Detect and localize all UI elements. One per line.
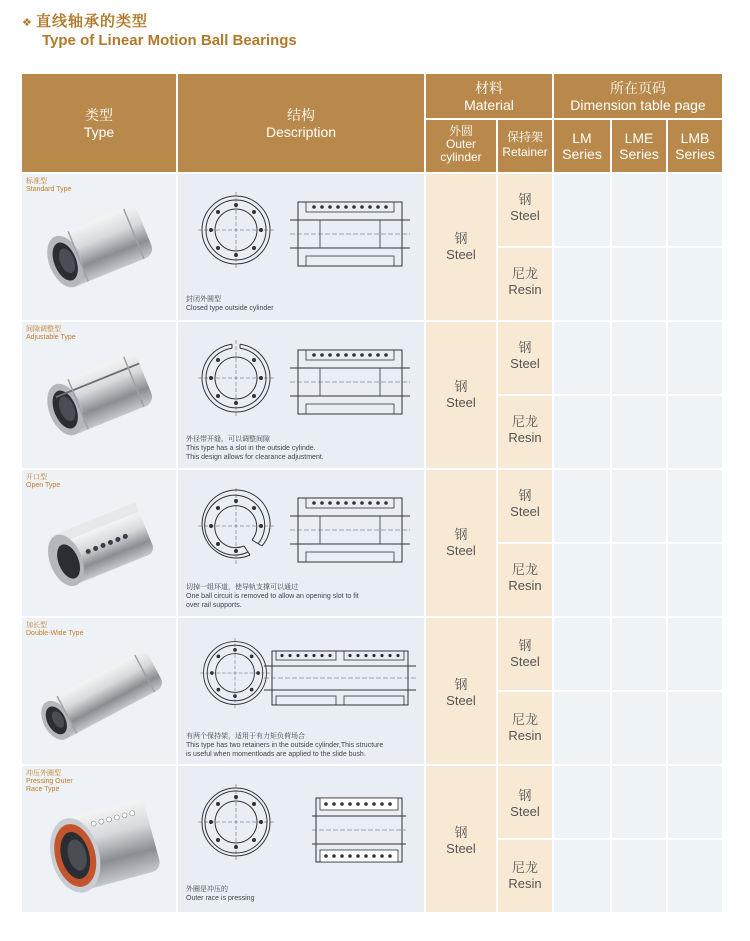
type-label-en: Pressing Outer: [26, 778, 73, 785]
series-lm-suffix: Series: [562, 146, 602, 162]
header-outer-zh: 外圆: [448, 124, 473, 138]
retainer-resin: [498, 266, 552, 298]
page-cell: [554, 692, 610, 764]
header-material: [426, 74, 552, 118]
retainer-resin-zh: 尼龙: [511, 266, 538, 281]
retainer-resin: [498, 414, 552, 446]
description-zh: 封闭外圆型: [186, 296, 221, 303]
description-en-1: One ball circuit is removed to allow an opening slot to fit: [186, 593, 359, 600]
page-cell: [668, 692, 722, 764]
end-view-drawing: [196, 486, 276, 566]
retainer-resin-en: Resin: [508, 876, 542, 891]
page-cell: [554, 322, 610, 394]
description-zh: 外圈是冲压的: [186, 886, 228, 893]
series-lmb-name: LMB: [680, 130, 710, 146]
retainer-steel-zh: 钢: [518, 638, 532, 653]
page-cell: [554, 840, 610, 912]
outer-material-en: Steel: [446, 543, 476, 558]
header-outer-en1: Outer: [445, 137, 476, 151]
section-view-drawing: [290, 344, 410, 420]
series-lmb-suffix: Series: [675, 146, 715, 162]
section-view-drawing: [312, 794, 406, 866]
page-cell: [554, 470, 610, 542]
retainer-resin-zh: 尼龙: [511, 712, 538, 727]
bearing-photo: [38, 792, 168, 902]
section-view-drawing: [290, 492, 410, 568]
retainer-resin-en: Resin: [508, 578, 542, 593]
title-zh-line: [22, 10, 297, 31]
header-retainer-zh: 保持架: [506, 130, 543, 144]
header-description-zh: 结构: [287, 107, 315, 123]
header-series-lme: [612, 120, 666, 172]
description-en-2: over rail supports.: [186, 602, 242, 609]
section-view-drawing: [264, 646, 416, 710]
bearing-photo: [36, 340, 166, 448]
type-label-en: Open Type: [26, 482, 61, 489]
page-cell: [668, 766, 722, 838]
description-en-1: Outer race is pressing: [186, 895, 255, 902]
type-label-zh: 加长型: [26, 622, 47, 629]
type-label-en-2: Race Type: [26, 786, 60, 793]
header-material-zh: 材料: [475, 80, 503, 96]
diamond-bullet-icon: ❖: [22, 16, 33, 29]
header-dimension-en: Dimension table page: [570, 97, 706, 113]
page-cell: [668, 174, 722, 246]
description-en-1: This type has two retainers in the outside cylinder,This structure: [186, 742, 384, 749]
header-description-en: Description: [265, 124, 337, 140]
header-series-lm: [554, 120, 610, 172]
page-cell: [668, 470, 722, 542]
retainer-resin: [498, 562, 552, 594]
end-view-drawing: [196, 190, 276, 270]
header-dimension: [554, 74, 722, 118]
page-cell: [554, 248, 610, 320]
page-cell: [554, 544, 610, 616]
retainer-steel-zh: 钢: [518, 788, 532, 803]
page-cell: [668, 322, 722, 394]
retainer-steel-en: Steel: [510, 208, 540, 223]
outer-material-en: Steel: [446, 395, 476, 410]
outer-material-en: Steel: [446, 841, 476, 856]
page-cell: [612, 322, 666, 394]
outer-material: [426, 527, 496, 559]
page-cell: [668, 396, 722, 468]
retainer-steel: [498, 488, 552, 520]
outer-material-en: Steel: [446, 693, 476, 708]
page-cell: [612, 840, 666, 912]
header-type-zh: 类型: [85, 107, 113, 123]
page-cell: [668, 248, 722, 320]
retainer-resin-zh: 尼龙: [511, 414, 538, 429]
series-lm-name: LM: [572, 130, 592, 146]
bearing-photo: [36, 488, 166, 598]
header-outer-cylinder: [426, 120, 496, 172]
outer-material-zh: 钢: [454, 527, 468, 542]
header-type: [22, 74, 176, 172]
retainer-steel: [498, 340, 552, 372]
page-cell: [612, 174, 666, 246]
page-cell: [612, 396, 666, 468]
page-cell: [554, 618, 610, 690]
retainer-steel-en: Steel: [510, 504, 540, 519]
end-view-drawing: [196, 782, 276, 862]
page-cell: [612, 470, 666, 542]
retainer-steel: [498, 192, 552, 224]
header-dimension-zh: 所在页码: [610, 80, 666, 96]
retainer-steel-zh: 钢: [518, 192, 532, 207]
retainer-steel: [498, 638, 552, 670]
retainer-resin-zh: 尼龙: [511, 562, 538, 577]
outer-material: [426, 677, 496, 709]
outer-material: [426, 231, 496, 263]
retainer-resin-en: Resin: [508, 282, 542, 297]
retainer-resin: [498, 860, 552, 892]
end-view-drawing: [196, 338, 276, 418]
type-label-zh: 开口型: [26, 474, 47, 481]
page-cell: [668, 840, 722, 912]
header-series-lmb: [668, 120, 722, 172]
page-cell: [554, 396, 610, 468]
retainer-steel-en: Steel: [510, 356, 540, 371]
page-cell: [554, 174, 610, 246]
type-label-zh: 冲压外圈型: [26, 770, 61, 777]
outer-material-zh: 钢: [454, 825, 468, 840]
header-retainer: [498, 120, 552, 172]
description-en-2: This design allows for clearance adjustment.: [186, 454, 324, 461]
page-cell: [612, 692, 666, 764]
type-label-zh: 间隙调整型: [26, 326, 61, 333]
section-view-drawing: [290, 196, 410, 272]
header-outer-en2: cylinder: [440, 150, 482, 164]
title-zh: 直线轴承的类型: [36, 12, 149, 30]
retainer-resin-en: Resin: [508, 430, 542, 445]
outer-material: [426, 825, 496, 857]
page-cell: [612, 544, 666, 616]
end-view-drawing: [198, 636, 272, 710]
description-zh: 有两个保持架，适用于有力矩负荷场合: [186, 733, 305, 740]
retainer-resin-zh: 尼龙: [511, 860, 538, 875]
retainer-steel: [498, 788, 552, 820]
series-lme-suffix: Series: [619, 146, 659, 162]
description-en-1: Closed type outside cylinder: [186, 305, 274, 312]
page-cell: [612, 766, 666, 838]
header-type-en: Type: [83, 124, 115, 140]
page-cell: [668, 544, 722, 616]
series-lme-name: LME: [624, 130, 654, 146]
description-zh: 切掉一组环道，使导轨支撑可以通过: [186, 584, 298, 591]
outer-material-en: Steel: [446, 247, 476, 262]
outer-material-zh: 钢: [454, 677, 468, 692]
header-material-en: Material: [464, 97, 514, 113]
header-retainer-en: Retainer: [502, 145, 548, 159]
outer-material: [426, 379, 496, 411]
type-label-en: Double-Wide Type: [26, 630, 84, 637]
retainer-steel-en: Steel: [510, 654, 540, 669]
description-zh: 外径带开缝，可以调整间隙: [186, 436, 270, 443]
retainer-steel-en: Steel: [510, 804, 540, 819]
header-description: [178, 74, 424, 172]
page-cell: [612, 618, 666, 690]
bearing-photo: [36, 192, 166, 300]
page-cell: [612, 248, 666, 320]
retainer-steel-zh: 钢: [518, 340, 532, 355]
title-en: Type of Linear Motion Ball Bearings: [42, 32, 297, 49]
description-en-2: is useful when momentloads are applied to the slide bush.: [186, 751, 366, 758]
description-en-1: This type has a slot in the outside cylinde.: [186, 445, 316, 452]
outer-material-zh: 钢: [454, 231, 468, 246]
bearing-photo: [30, 640, 170, 752]
type-label-en: Adjustable Type: [26, 334, 76, 341]
retainer-resin-en: Resin: [508, 728, 542, 743]
page-cell: [554, 766, 610, 838]
type-label-en: Standard Type: [26, 186, 72, 193]
page-cell: [668, 618, 722, 690]
title-block: [22, 10, 297, 49]
type-label-zh: 标准型: [26, 178, 47, 185]
retainer-resin: [498, 712, 552, 744]
retainer-steel-zh: 钢: [518, 488, 532, 503]
outer-material-zh: 钢: [454, 379, 468, 394]
